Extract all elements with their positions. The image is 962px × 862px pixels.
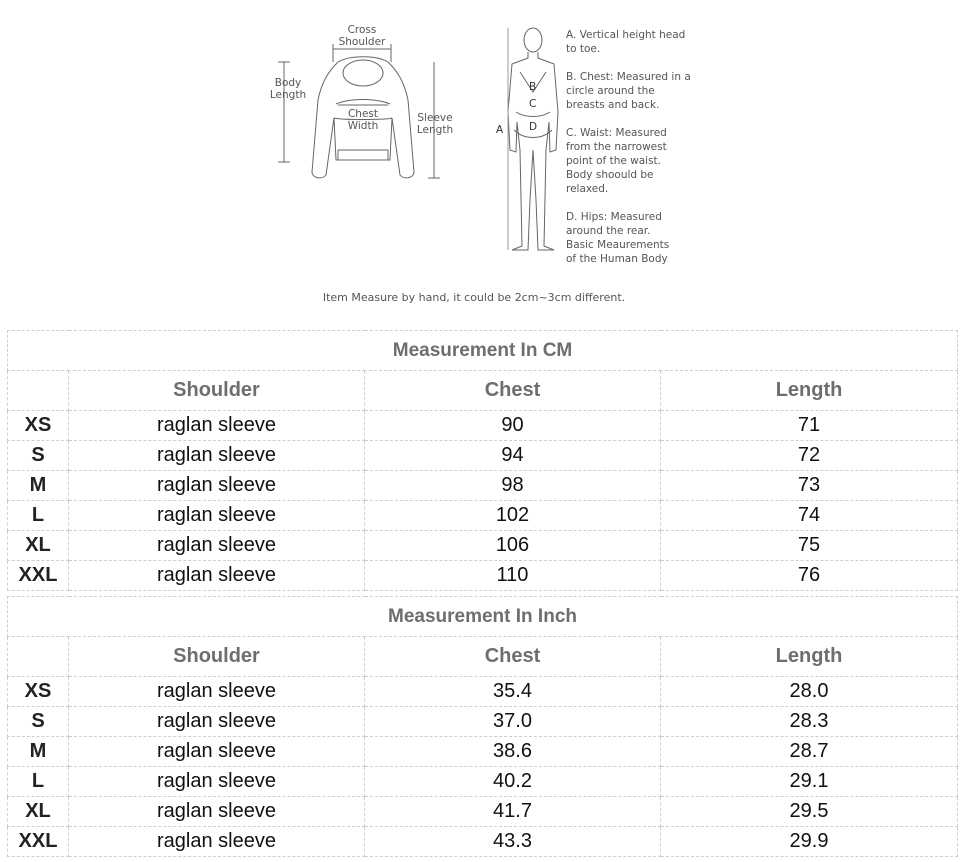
garment-and-body-illustration bbox=[0, 0, 962, 320]
header-size bbox=[8, 637, 69, 677]
cell-length: 74 bbox=[661, 501, 958, 531]
cell-size: XXL bbox=[8, 561, 69, 591]
table-row bbox=[8, 441, 958, 471]
cell-shoulder: raglan sleeve bbox=[69, 411, 365, 441]
cell-chest: 94 bbox=[365, 441, 661, 471]
cell-length: 76 bbox=[661, 561, 958, 591]
body-length-label: Body Length bbox=[269, 77, 307, 101]
cell-size: XL bbox=[8, 797, 69, 827]
cell-length: 28.3 bbox=[661, 707, 958, 737]
cell-size: S bbox=[8, 707, 69, 737]
table-row bbox=[8, 707, 958, 737]
cell-chest: 110 bbox=[365, 561, 661, 591]
cell-length: 29.5 bbox=[661, 797, 958, 827]
cell-size: L bbox=[8, 501, 69, 531]
cell-shoulder: raglan sleeve bbox=[69, 501, 365, 531]
cell-size: S bbox=[8, 441, 69, 471]
cell-length: 72 bbox=[661, 441, 958, 471]
cell-chest: 40.2 bbox=[365, 767, 661, 797]
cell-length: 71 bbox=[661, 411, 958, 441]
cell-chest: 43.3 bbox=[365, 827, 661, 857]
cell-length: 75 bbox=[661, 531, 958, 561]
cell-chest: 41.7 bbox=[365, 797, 661, 827]
letter-d: D bbox=[529, 121, 538, 133]
table-row bbox=[8, 677, 958, 707]
cell-length: 29.1 bbox=[661, 767, 958, 797]
header-shoulder: Shoulder bbox=[69, 371, 365, 411]
cell-shoulder: raglan sleeve bbox=[69, 827, 365, 857]
cell-shoulder: raglan sleeve bbox=[69, 737, 365, 767]
table-row bbox=[8, 411, 958, 441]
cell-size: XL bbox=[8, 531, 69, 561]
cell-size: M bbox=[8, 471, 69, 501]
inch-header-row bbox=[8, 637, 958, 677]
note-waist: C. Waist: Measured from the narrowest point of the waist. Body shoould be relaxed. bbox=[566, 127, 667, 195]
inch-table-title: Measurement In Inch bbox=[8, 597, 958, 637]
cell-shoulder: raglan sleeve bbox=[69, 767, 365, 797]
cm-size-table bbox=[7, 330, 958, 591]
sleeve-length-label: Sleeve Length bbox=[416, 112, 454, 136]
cell-shoulder: raglan sleeve bbox=[69, 471, 365, 501]
cell-shoulder: raglan sleeve bbox=[69, 531, 365, 561]
inch-size-table bbox=[7, 596, 958, 857]
cell-shoulder: raglan sleeve bbox=[69, 441, 365, 471]
cell-chest: 35.4 bbox=[365, 677, 661, 707]
cell-size: XS bbox=[8, 411, 69, 441]
cell-shoulder: raglan sleeve bbox=[69, 707, 365, 737]
cell-length: 73 bbox=[661, 471, 958, 501]
letter-a: A bbox=[496, 124, 504, 136]
cell-chest: 106 bbox=[365, 531, 661, 561]
table-row bbox=[8, 737, 958, 767]
table-row bbox=[8, 501, 958, 531]
measure-disclaimer: Item Measure by hand, it could be 2cm~3cm different. bbox=[322, 291, 626, 304]
cell-length: 29.9 bbox=[661, 827, 958, 857]
table-row bbox=[8, 767, 958, 797]
cell-size: M bbox=[8, 737, 69, 767]
chest-width-label: Chest Width bbox=[347, 108, 379, 132]
cell-length: 28.0 bbox=[661, 677, 958, 707]
measurement-diagram bbox=[0, 0, 962, 320]
table-row bbox=[8, 797, 958, 827]
cm-header-row bbox=[8, 371, 958, 411]
cell-chest: 37.0 bbox=[365, 707, 661, 737]
cell-shoulder: raglan sleeve bbox=[69, 561, 365, 591]
letter-c: C bbox=[529, 98, 537, 110]
cross-shoulder-label: Cross Shoulder bbox=[338, 24, 386, 48]
human-body-illustration bbox=[508, 28, 558, 250]
header-size bbox=[8, 371, 69, 411]
table-row bbox=[8, 531, 958, 561]
table-row bbox=[8, 827, 958, 857]
header-chest: Chest bbox=[365, 371, 661, 411]
header-chest: Chest bbox=[365, 637, 661, 677]
cm-table-title: Measurement In CM bbox=[8, 331, 958, 371]
header-length: Length bbox=[661, 371, 958, 411]
cell-size: L bbox=[8, 767, 69, 797]
cell-chest: 38.6 bbox=[365, 737, 661, 767]
cell-chest: 102 bbox=[365, 501, 661, 531]
header-length: Length bbox=[661, 637, 958, 677]
note-chest: B. Chest: Measured in a circle around the breasts and back. bbox=[566, 71, 691, 111]
cell-length: 28.7 bbox=[661, 737, 958, 767]
header-shoulder: Shoulder bbox=[69, 637, 365, 677]
cell-chest: 98 bbox=[365, 471, 661, 501]
cell-chest: 90 bbox=[365, 411, 661, 441]
letter-b: B bbox=[529, 81, 537, 93]
table-row bbox=[8, 561, 958, 591]
cell-size: XS bbox=[8, 677, 69, 707]
note-height: A. Vertical height head to toe. bbox=[566, 29, 686, 55]
note-hips: D. Hips: Measured around the rear. Basic Meaurements of the Human Body bbox=[566, 211, 670, 265]
table-row bbox=[8, 471, 958, 501]
cell-size: XXL bbox=[8, 827, 69, 857]
cell-shoulder: raglan sleeve bbox=[69, 797, 365, 827]
cell-shoulder: raglan sleeve bbox=[69, 677, 365, 707]
